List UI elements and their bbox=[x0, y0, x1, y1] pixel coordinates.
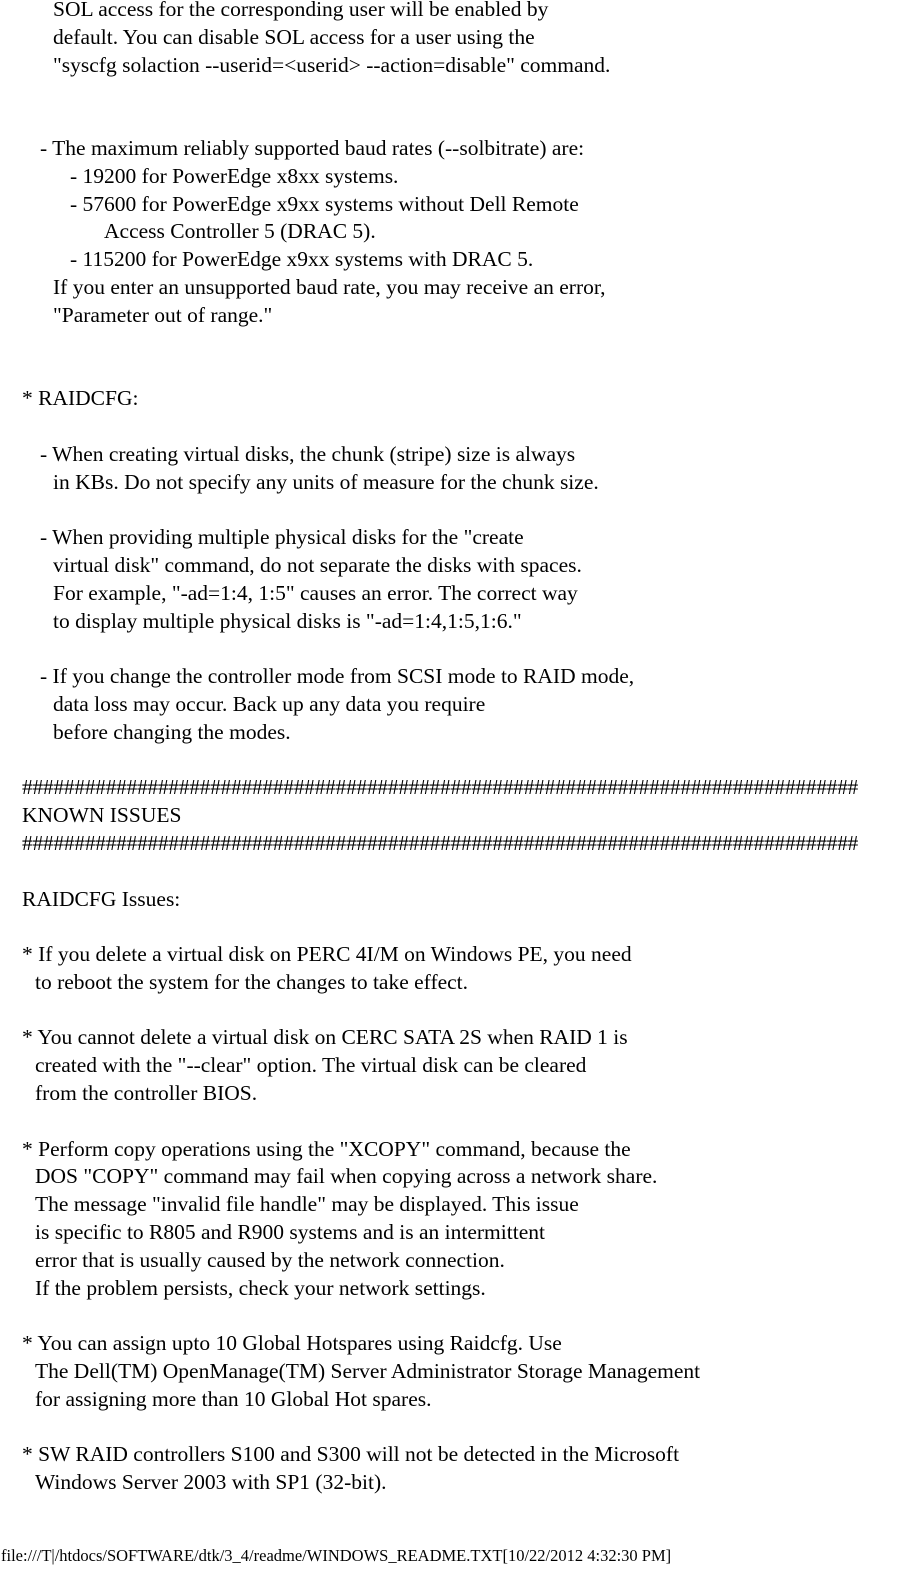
text-line: virtual disk" command, do not separate the disks with spaces. bbox=[53, 552, 582, 577]
text-line: created with the "--clear" option. The virtual disk can be cleared bbox=[35, 1053, 587, 1078]
text-line: - 57600 for PowerEdge x9xx systems without Dell Remote bbox=[70, 191, 579, 216]
text-line: for assigning more than 10 Global Hot spares. bbox=[35, 1386, 432, 1411]
text-line: error that is usually caused by the network connection. bbox=[35, 1247, 505, 1272]
known-issues-title: KNOWN ISSUES bbox=[22, 803, 182, 828]
text-line: is specific to R805 and R900 systems and is an intermittent bbox=[35, 1220, 545, 1245]
text-line: to display multiple physical disks is "-ad=1:4,1:5,1:6." bbox=[53, 608, 522, 633]
print-footer-url: file:///T|/htdocs/SOFTWARE/dtk/3_4/readme/WINDOWS_README.TXT[10/22/2012 4:32:30 PM] bbox=[1, 1546, 672, 1565]
text-line: * If you delete a virtual disk on PERC 4I/M on Windows PE, you need bbox=[22, 942, 632, 967]
hash-divider: ################################################################################ bbox=[22, 830, 859, 855]
text-line: SOL access for the corresponding user will be enabled by bbox=[53, 0, 549, 21]
text-line: * Perform copy operations using the "XCOPY" command, because the bbox=[22, 1136, 631, 1161]
text-line: default. You can disable SOL access for a user using the bbox=[53, 24, 535, 49]
text-line: to reboot the system for the changes to take effect. bbox=[35, 969, 469, 994]
text-line: The message "invalid file handle" may be displayed. This issue bbox=[35, 1192, 579, 1217]
text-line: - When providing multiple physical disks for the "create bbox=[40, 525, 524, 550]
text-line: "Parameter out of range." bbox=[53, 302, 273, 327]
text-line: If you enter an unsupported baud rate, you may receive an error, bbox=[53, 274, 606, 299]
hash-divider: ################################################################################ bbox=[22, 775, 859, 800]
section-heading: * RAIDCFG: bbox=[22, 386, 139, 411]
text-line: - 19200 for PowerEdge x8xx systems. bbox=[70, 163, 399, 188]
text-line: before changing the modes. bbox=[53, 719, 291, 744]
text-line: For example, "-ad=1:4, 1:5" causes an error. The correct way bbox=[53, 580, 578, 605]
text-line: Access Controller 5 (DRAC 5). bbox=[104, 219, 376, 244]
text-line: from the controller BIOS. bbox=[35, 1081, 258, 1106]
text-line: * You cannot delete a virtual disk on CERC SATA 2S when RAID 1 is bbox=[22, 1025, 628, 1050]
text-line: data loss may occur. Back up any data you require bbox=[53, 691, 486, 716]
text-line: DOS "COPY" command may fail when copying across a network share. bbox=[35, 1164, 658, 1189]
text-line: - The maximum reliably supported baud rates (--solbitrate) are: bbox=[40, 135, 585, 160]
text-line: If the problem persists, check your network settings. bbox=[35, 1275, 486, 1300]
text-line: - If you change the controller mode from SCSI mode to RAID mode, bbox=[40, 664, 635, 689]
text-line: * SW RAID controllers S100 and S300 will not be detected in the Microsoft bbox=[22, 1442, 680, 1467]
text-line: Windows Server 2003 with SP1 (32-bit). bbox=[35, 1470, 387, 1495]
section-heading: RAIDCFG Issues: bbox=[22, 886, 181, 911]
text-line: in KBs. Do not specify any units of measure for the chunk size. bbox=[53, 469, 599, 494]
text-line: - When creating virtual disks, the chunk (stripe) size is always bbox=[40, 441, 576, 466]
text-line: - 115200 for PowerEdge x9xx systems with DRAC 5. bbox=[70, 247, 534, 272]
text-line: "syscfg solaction --userid=<userid> --action=disable" command. bbox=[53, 52, 611, 77]
text-line: * You can assign upto 10 Global Hotspares using Raidcfg. Use bbox=[22, 1331, 562, 1356]
text-line: The Dell(TM) OpenManage(TM) Server Administrator Storage Management bbox=[35, 1359, 701, 1384]
